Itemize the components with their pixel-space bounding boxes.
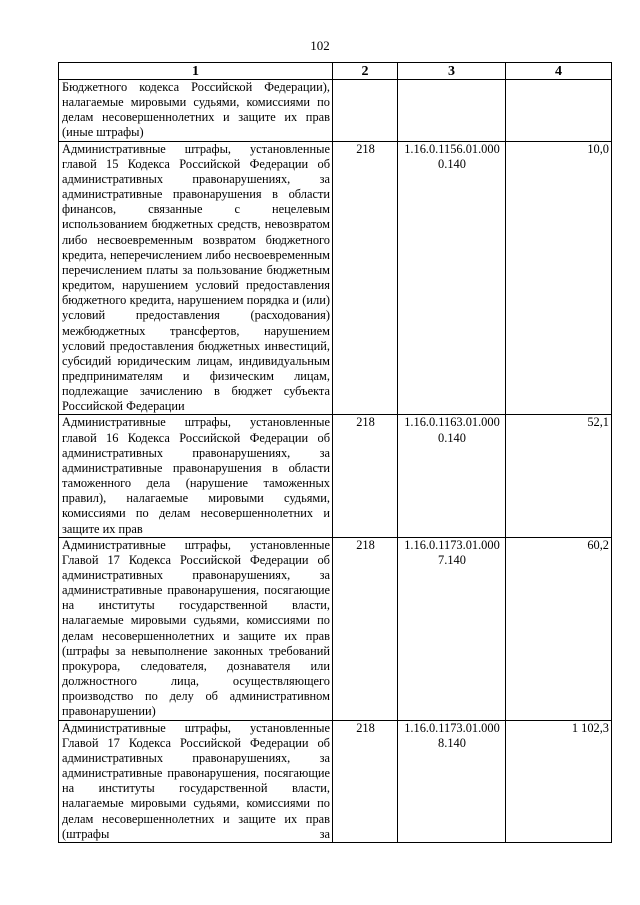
column-header: 3 [398, 63, 506, 80]
row-amount: 10,0 [506, 141, 612, 415]
row-admin-code: 218 [333, 415, 398, 537]
row-kbk-code: 1.16.0.1163.01.0000.140 [398, 415, 506, 537]
row-amount: 60,2 [506, 537, 612, 720]
row-admin-code: 218 [333, 141, 398, 415]
row-admin-code [333, 80, 398, 142]
row-description: Бюджетного кодекса Российской Федерации), налагаемые мировыми судьями, комиссиями по делам несовершеннолетних и защите их прав (иные штрафы) [59, 80, 333, 142]
table-row [59, 415, 612, 537]
revenue-table [58, 62, 612, 843]
row-amount [506, 80, 612, 142]
row-kbk-code [398, 80, 506, 142]
table-header-row [59, 63, 612, 80]
row-kbk-code: 1.16.0.1173.01.0007.140 [398, 537, 506, 720]
row-kbk-code: 1.16.0.1173.01.0008.140 [398, 720, 506, 842]
row-description: Административные штрафы, установленные Главой 17 Кодекса Российской Федерации об административных правонарушениях, за административные правонарушения, посягающие на институты государственной власти, налагаемые мировыми судьями, комиссиями по делам несовершеннолетних и защите их прав (штрафы за [59, 720, 333, 842]
row-description: Административные штрафы, установленные главой 15 Кодекса Российской Федерации об административных правонарушениях, за административные правонарушения в области финансов, связанные с нецелевым использованием бюджетных средств, невозвратом либо несвоевременным возвратом бюджетного кредита, неперечислением либо несвоевременным перечислением платы за пользование бюджетным кредитом, нарушением условий предоставления бюджетного кредита, нарушением порядка и (или) условий предоставления (расходования) межбюджетных трансфертов, нарушением условий предоставления бюджетных инвестиций, субсидий юридическим лицам, индивидуальным предпринимателям и физическим лицам, подлежащие зачислению в бюджет субъекта Российской Федерации [59, 141, 333, 415]
row-kbk-code: 1.16.0.1156.01.0000.140 [398, 141, 506, 415]
table-row [59, 720, 612, 842]
row-admin-code: 218 [333, 537, 398, 720]
table-row [59, 537, 612, 720]
table-row [59, 141, 612, 415]
row-admin-code: 218 [333, 720, 398, 842]
column-header: 2 [333, 63, 398, 80]
row-description: Административные штрафы, установленные Главой 17 Кодекса Российской Федерации об административных правонарушениях, за административные правонарушения, посягающие на институты государственной власти, налагаемые мировыми судьями, комиссиями по делам несовершеннолетних и защите их прав (штрафы за невыполнение законных требований прокурора, следователя, дознавателя или должностного лица, осуществляющего производство по делу об административном правонарушении) [59, 537, 333, 720]
row-amount: 1 102,3 [506, 720, 612, 842]
column-header: 4 [506, 63, 612, 80]
page-number: 102 [310, 38, 330, 53]
column-header: 1 [59, 63, 333, 80]
table-row [59, 80, 612, 142]
row-description: Административные штрафы, установленные главой 16 Кодекса Российской Федерации об административных правонарушениях, за административные правонарушения в области таможенного дела (нарушение таможенных правил), налагаемые мировыми судьями, комиссиями по делам несовершеннолетних и защите их прав [59, 415, 333, 537]
row-amount: 52,1 [506, 415, 612, 537]
